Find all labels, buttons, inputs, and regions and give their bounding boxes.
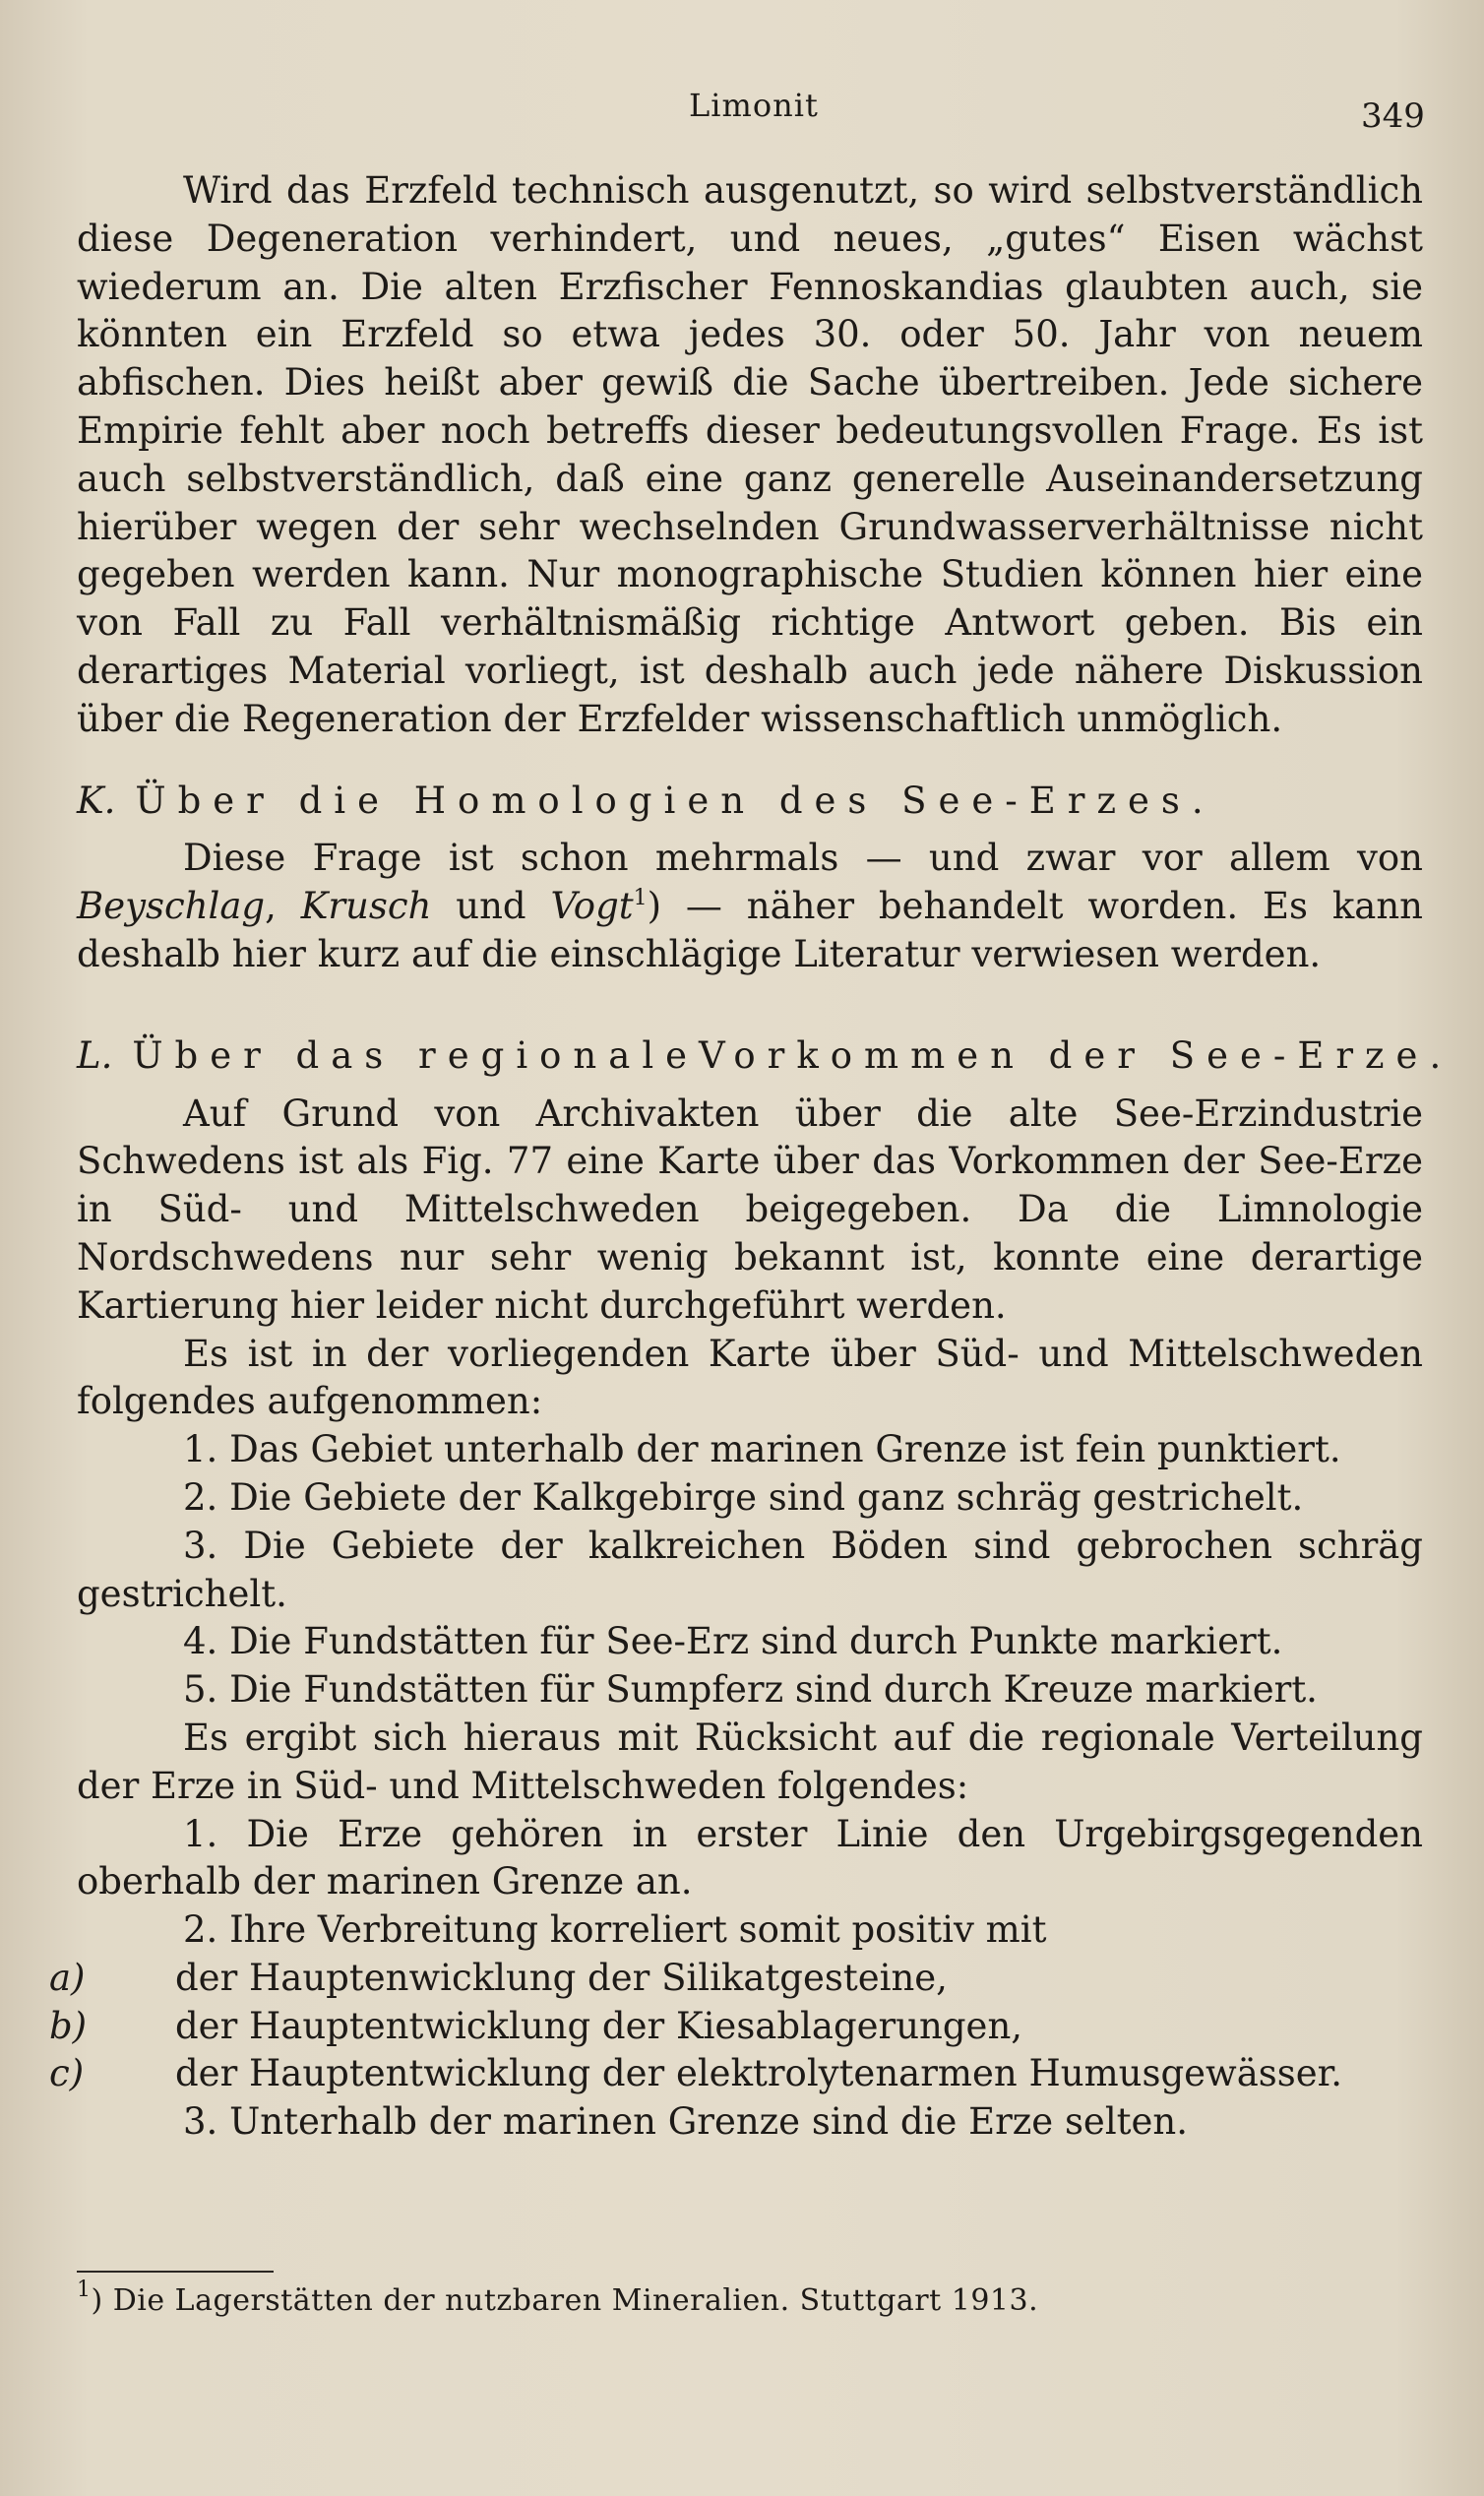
paragraph-karte: Auf Grund von Archivakten über die alte See-Erzindustrie Schwedens ist als Fig. 77 eine Karte über das Vorkommen der See-Erze in Süd- und Mittelschweden beigegeben. Da die Limnologie Nordschwedens nur sehr wenig bekannt ist, konnte eine derartige Kartierung hier leider nicht durchgeführt werden. — [77, 1092, 1423, 1327]
footnote-divider — [77, 2271, 274, 2273]
sublist-text: der Hauptenwicklung der Silikatgesteine, — [175, 1956, 948, 1999]
list-item: 1. Das Gebiet unterhalb der marinen Grenze ist fein punktiert. — [183, 1428, 1341, 1471]
footnote-mark: 1 — [77, 2278, 92, 2302]
sublist-text: der Hauptentwicklung der Kiesablagerungen, — [175, 2004, 1023, 2047]
sublist-item — [49, 2050, 1423, 2098]
section-title: Über die Homologien des See-Erzes. — [135, 779, 1215, 822]
author-name: Krusch — [300, 885, 432, 928]
section-letter: K. — [77, 779, 116, 822]
list-item: 3. Die Gebiete der kalkreichen Böden sind gebrochen schräg gestrichelt. — [77, 1524, 1423, 1615]
list-item: 3. Unterhalb der marinen Grenze sind die Erze selten. — [183, 2100, 1189, 2144]
list-item: 2. Ihre Verbreitung korreliert somit positiv mit — [183, 1908, 1047, 1952]
footnote-text: ) Die Lagerstätten der nutzbaren Mineralien. Stuttgart 1913. — [91, 2283, 1039, 2318]
paragraph-verteilung: Es ergibt sich hieraus mit Rücksicht auf die regionale Verteilung der Erze in Süd- und Mittelschweden folgendes: — [77, 1716, 1423, 1807]
list-item: 1. Die Erze gehören in erster Linie den Urgebirgsgegenden oberhalb der marinen Grenze an. — [77, 1812, 1423, 1903]
page-header — [0, 87, 1484, 136]
text-run: Diese Frage ist schon mehrmals — und zwar vor allem von — [183, 837, 1423, 880]
list-item: 5. Die Fundstätten für Sumpferz sind durch Kreuze markiert. — [183, 1668, 1318, 1712]
sublist-label: a) — [49, 1956, 86, 1999]
list-item: 4. Die Fundstätten für See-Erz sind durch Punkte markiert. — [183, 1620, 1283, 1663]
paragraph-regeneration: Wird das Erzfeld technisch ausgenutzt, so wird selbstverständlich diese Degeneration verhindert, und neues, „gutes“ Eisen wächst wiederum an. Die alten Erzfischer Fennoskandias glaubten auch, sie könnten ein Erzfeld so etwa jedes 30. oder 50. Jahr von neuem abfischen. Dies heißt aber gewiß die Sache übertreiben. Jede sichere Empirie fehlt aber noch betreffs dieser bedeutungsvollen Frage. Es ist auch selbstverständlich, daß eine ganz generelle Auseinandersetzung hierüber wegen der sehr wechselnden Grundwasserverhältnisse nicht gegeben werden kann. Nur monographische Studien können hier eine von Fall zu Fall verhältnismäßig richtige Antwort geben. Bis ein derartiges Material vorliegt, ist deshalb auch jede nähere Diskussion über die Regeneration der Erzfelder wissenschaftlich unmöglich. — [77, 169, 1423, 740]
list-item: 2. Die Gebiete der Kalkgebirge sind ganz schräg gestrichelt. — [183, 1475, 1304, 1519]
sublist-label: c) — [49, 2052, 85, 2095]
text-run: ) — näher behandelt worden. Es kann deshalb hier kurz auf die einschlägige Literatur verwiesen werden. — [77, 885, 1423, 975]
text-run: , — [265, 885, 301, 928]
section-letter: L. — [77, 1033, 113, 1077]
sublist-label: b) — [49, 2004, 88, 2047]
author-name: Beyschlag — [77, 885, 266, 928]
sublist-item — [49, 1955, 1423, 2003]
footnote-reference: 1 — [633, 886, 648, 911]
sublist-text: der Hauptentwicklung der elektrolytenarmen Humusgewässer. — [175, 2052, 1343, 2095]
text-run: und — [431, 885, 551, 928]
paragraph-aufgenommen: Es ist in der vorliegenden Karte über Süd- und Mittelschweden folgendes aufgenommen: — [77, 1332, 1423, 1423]
page-body — [49, 167, 1453, 2147]
page-number: 349 — [1361, 96, 1425, 136]
running-head: Limonit — [689, 87, 819, 124]
section-heading-l — [77, 1032, 1453, 1081]
section-heading-k — [77, 778, 1423, 826]
paragraph-homologien — [77, 835, 1423, 978]
sublist-item — [49, 2003, 1423, 2051]
author-name: Vogt — [550, 885, 634, 928]
footnote — [77, 2278, 1039, 2318]
section-title: Über das regionaleVorkommen der See-Erze. — [132, 1033, 1453, 1077]
